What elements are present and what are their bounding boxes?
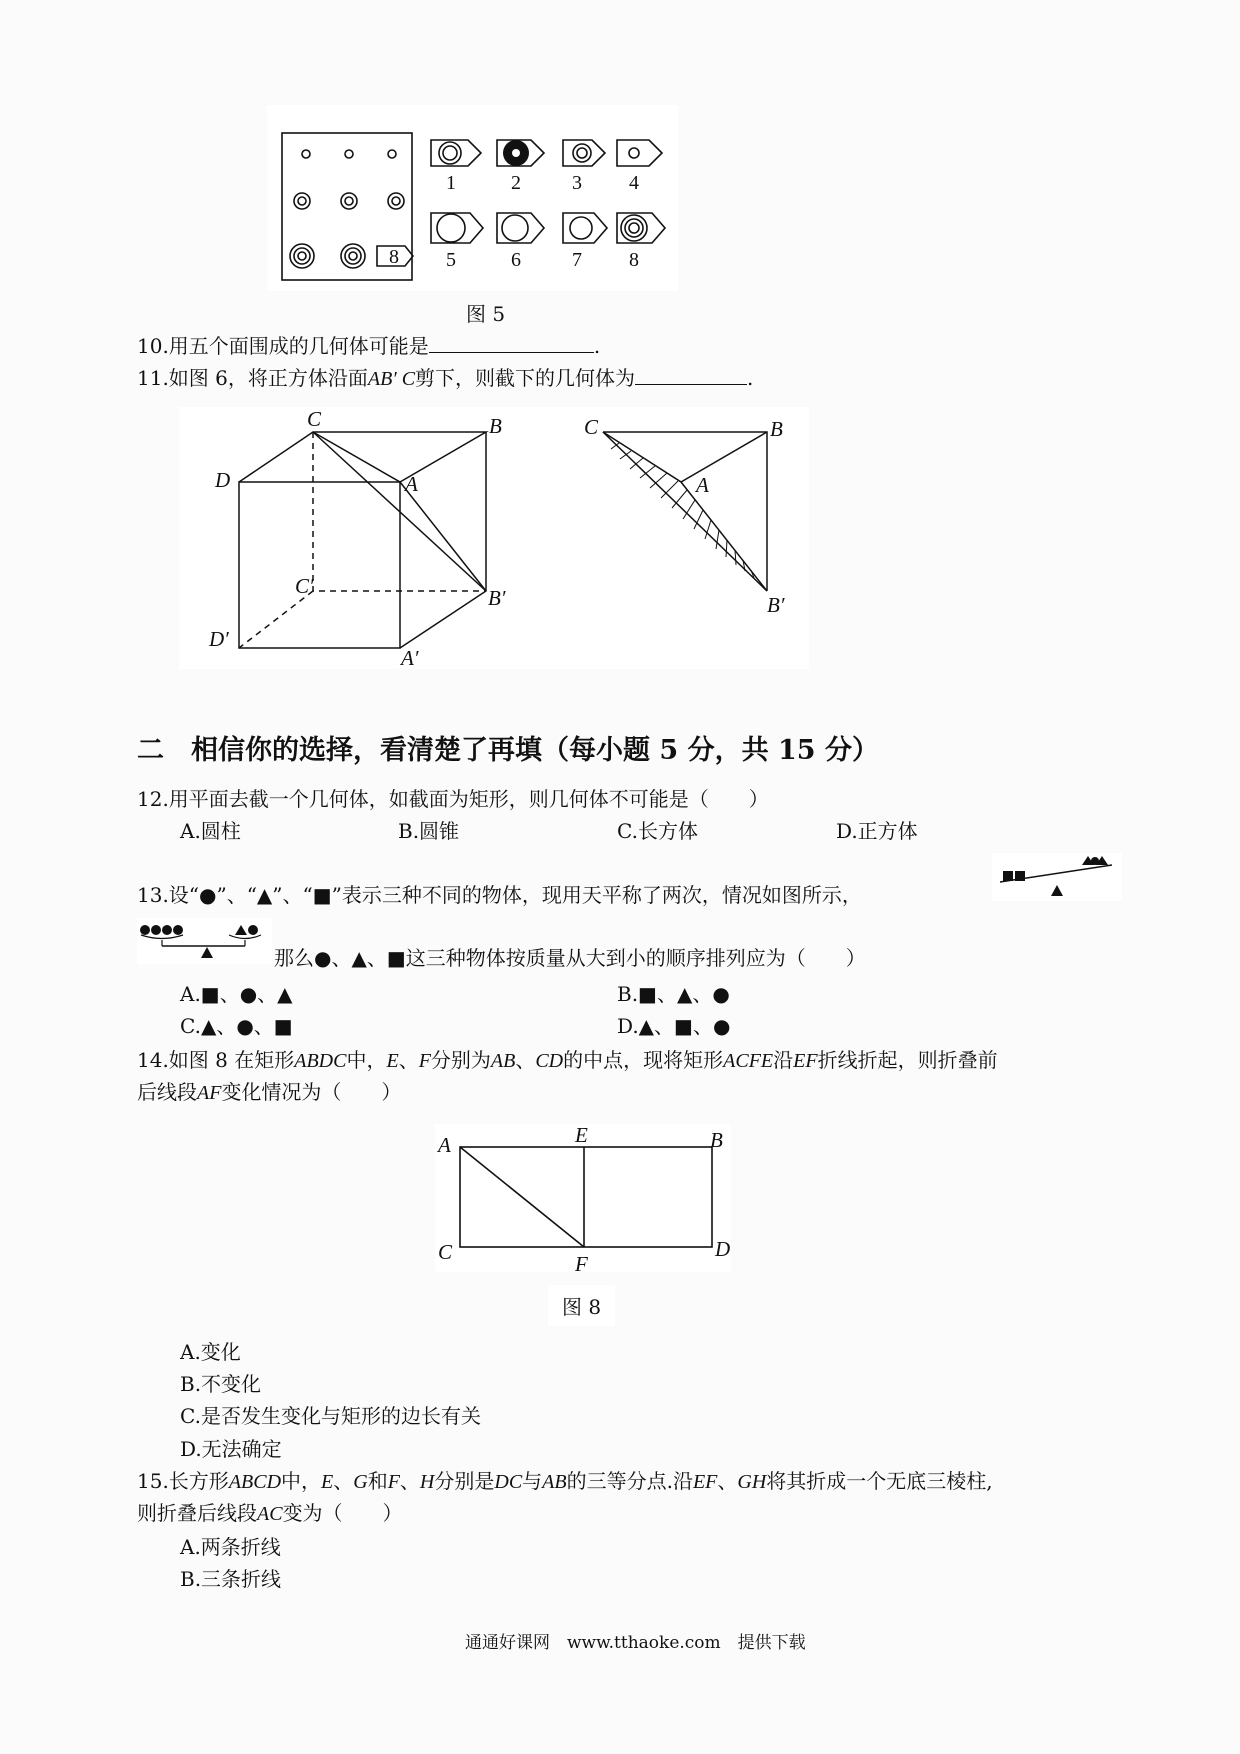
q14-text-8: 折线折起，则折叠前 [817,1048,998,1072]
question-13-option-b[interactable]: B.■、▲、● [617,982,730,1006]
question-11 [137,365,753,392]
fig8-label-c: C [438,1240,453,1264]
cube-label-b-prime: B′ [488,586,506,610]
q15-text-5: 、 [399,1469,420,1493]
question-12-option-a[interactable]: A.圆柱 [180,819,241,843]
cut-label-b-prime: B′ [767,593,785,617]
q15-text-4: 和 [367,1469,388,1493]
q14-var-5: CD [535,1050,564,1072]
question-12-option-c[interactable]: C.长方体 [617,819,698,843]
figure-6-drawing [179,407,809,669]
q15-var-9: GH [737,1471,767,1493]
question-14-line-1 [137,1047,998,1074]
fig8-label-f: F [575,1252,588,1272]
question-15-option-a[interactable]: A.两条折线 [180,1535,281,1559]
question-15-line-2 [137,1500,403,1527]
q14-text-2: 中， [346,1048,387,1072]
fig8-label-a: A [438,1133,451,1157]
q14-text-3: 、 [398,1048,419,1072]
question-10-text: 10.用五个面围成的几何体可能是 [137,334,429,358]
question-14-option-d[interactable]: D.无法确定 [180,1437,282,1461]
tag-number-3: 3 [572,172,582,194]
question-13-option-c[interactable]: C.▲、●、■ [180,1014,293,1038]
q15-text-2: 中， [281,1469,322,1493]
question-15-line-1 [137,1468,993,1495]
question-13-option-a[interactable]: A.■、●、▲ [180,982,293,1006]
fig8-label-d: D [715,1237,731,1261]
question-14-line-2 [137,1079,401,1106]
tag-number-5: 5 [446,249,456,271]
figure-8-caption: 图 8 [548,1285,615,1326]
q14-var-4: AB [490,1050,516,1072]
cube-label-c: C [307,407,322,431]
q15-var-3: G [353,1471,368,1493]
tag-number-6: 6 [511,249,521,271]
balance-image-1 [992,853,1122,901]
q14-text-1: 14.如图 8 在矩形 [137,1048,295,1072]
question-14-option-a[interactable]: A.变化 [180,1340,241,1364]
question-14-option-c[interactable]: C.是否发生变化与矩形的边长有关 [180,1404,481,1428]
question-10-blank[interactable] [429,334,594,353]
cube-label-d-prime: D′ [209,627,229,651]
tag-number-8: 8 [629,249,639,271]
cube-label-d: D [215,468,231,492]
figure-8 [435,1124,731,1272]
cube-label-c-prime: C′ [295,574,314,598]
q14-var-6: ACFE [723,1050,774,1072]
figure-8-drawing [435,1124,731,1272]
page-footer: 通通好课网 www.tthaoke.com 提供下载 [465,1633,806,1653]
fig8-label-e: E [575,1124,588,1147]
q14-text-7: 沿 [773,1048,794,1072]
q14-var-1: ABDC [294,1050,347,1072]
question-13-line-2: 那么●、▲、■这三种物体按质量从大到小的顺序排列应为（ ） [274,946,866,970]
q15-var-7: AB [542,1471,567,1493]
question-11-post: 剪下，则截下的几何体为 [415,366,636,390]
tag-number-7: 7 [572,249,582,271]
question-10 [137,333,600,359]
q15-var-2: E [321,1471,334,1493]
q15-text-10: 将其折成一个无底三棱柱, [766,1469,993,1493]
q15-line2-text-1: 则折叠后线段 [137,1501,257,1525]
q14-text-4: 分别为 [430,1048,491,1072]
grid-tag-number: 8 [389,246,399,268]
q14-text-6: 的中点，现将矩形 [563,1048,724,1072]
question-11-end: . [747,366,754,390]
tag-number-2: 2 [511,172,521,194]
balance-image-2 [137,918,272,964]
q15-text-8: 的三等分点.沿 [566,1469,693,1493]
section-2-title: 二 相信你的选择，看清楚了再填（每小题 5 分，共 15 分） [137,735,879,766]
question-15-option-b[interactable]: B.三条折线 [180,1567,282,1591]
q15-text-1: 15.长方形 [137,1469,229,1493]
q15-var-8: EF [692,1471,718,1493]
q15-var-6: DC [494,1471,523,1493]
q15-var-1: ABCD [228,1471,282,1493]
question-12: 12.用平面去截一个几何体，如截面为矩形，则几何体不可能是（ ） [137,787,769,811]
figure-5-caption: 图 5 [466,302,506,326]
question-12-option-d[interactable]: D.正方体 [836,819,918,843]
cube-label-b: B [489,414,502,438]
cut-label-c: C [584,415,599,439]
cut-label-b: B [770,417,783,441]
cut-label-a: A [696,473,709,497]
q14-line2-text-1: 后线段 [137,1080,197,1104]
q14-text-5: 、 [515,1048,536,1072]
q15-var-5: H [419,1471,435,1493]
question-12-option-b[interactable]: B.圆锥 [398,819,460,843]
q15-text-6: 分别是 [434,1469,495,1493]
q15-text-7: 与 [522,1469,543,1493]
q15-line2-var: AC [257,1503,283,1525]
q15-text-9: 、 [717,1469,738,1493]
tag-number-1: 1 [446,172,456,194]
question-13-line-1: 13.设“●”、“▲”、“■”表示三种不同的物体，现用天平称了两次，情况如图所示， [137,883,862,907]
q14-var-2: E [386,1050,399,1072]
question-13-option-d[interactable]: D.▲、■、● [617,1014,731,1038]
q15-line2-text-2: 变为（ ） [282,1501,403,1525]
figure-5-drawing [267,105,678,291]
tag-number-4: 4 [629,172,639,194]
question-10-end: . [593,334,601,358]
question-11-pre: 11.如图 6，将正方体沿面 [137,366,368,390]
cube-label-a-prime: A′ [401,646,419,669]
q15-var-4: F [387,1471,400,1493]
q14-line2-text-2: 变化情况为（ ） [221,1080,402,1104]
q14-var-7: EF [793,1050,818,1072]
figure-6 [179,407,809,669]
q14-line2-var: AF [197,1082,222,1104]
fig8-label-b: B [710,1128,723,1152]
figure-5 [267,105,678,291]
cube-label-a: A [405,472,418,496]
q14-var-3: F [418,1050,431,1072]
question-11-label: AB′ C [367,368,416,390]
q15-text-3: 、 [333,1469,354,1493]
question-11-blank[interactable] [635,366,747,385]
question-14-option-b[interactable]: B.不变化 [180,1372,262,1396]
